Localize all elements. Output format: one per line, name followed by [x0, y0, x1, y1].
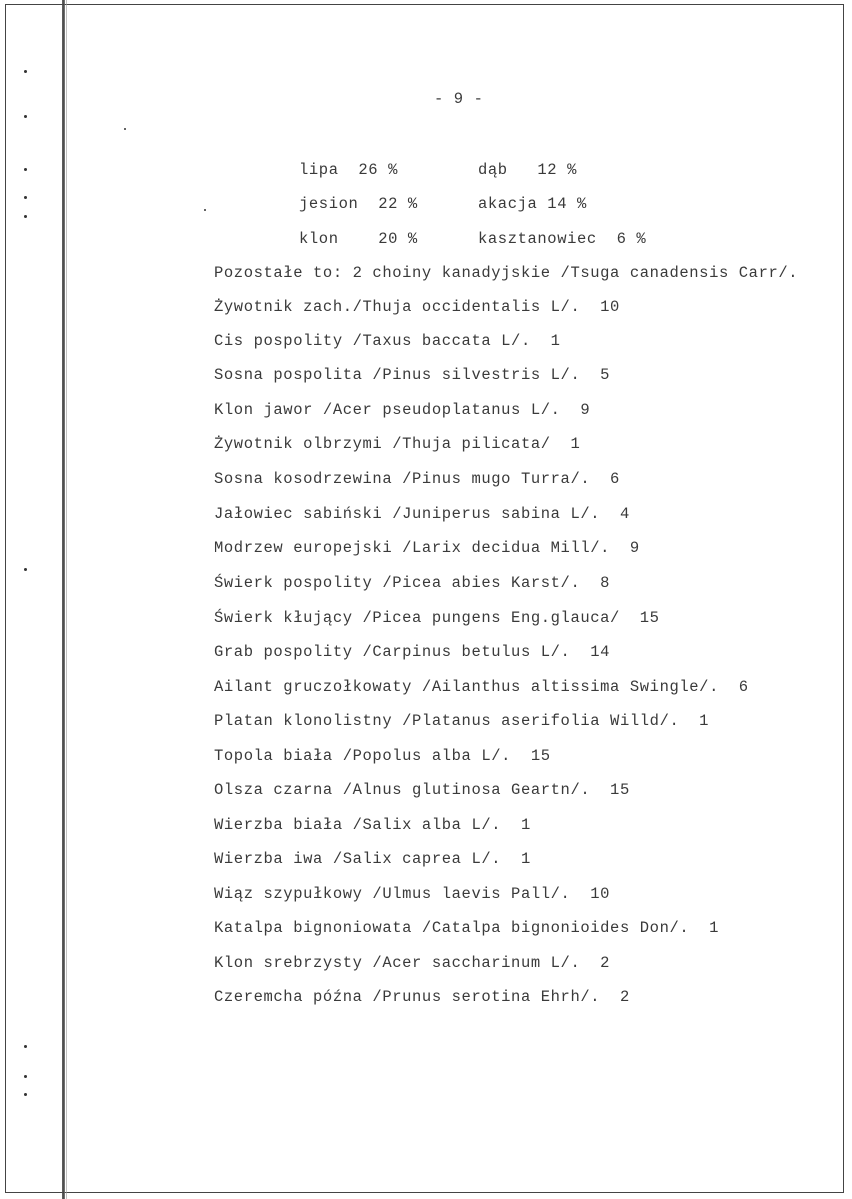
species-line: Klon jawor /Acer pseudoplatanus L/. 9	[214, 401, 591, 419]
species-line: Cis pospolity /Taxus baccata L/. 1	[214, 332, 561, 350]
species-line: Jałowiec sabiński /Juniperus sabina L/. 4	[214, 505, 630, 523]
species-line: Czeremcha późna /Prunus serotina Ehrh/. 2	[214, 988, 630, 1006]
scan-speck	[24, 1045, 27, 1048]
scan-speck	[24, 1093, 27, 1096]
page-number: - 9 -	[434, 90, 484, 108]
species-line: Platan klonolistny /Platanus aserifolia Willd/. 1	[214, 712, 710, 730]
page-border	[5, 4, 844, 1193]
species-line: Żywotnik zach./Thuja occidentalis L/. 10	[214, 298, 620, 316]
species-line: Sosna pospolita /Pinus silvestris L/. 5	[214, 366, 611, 384]
species-line: Klon srebrzysty /Acer saccharinum L/. 2	[214, 954, 611, 972]
binding-line-shadow	[66, 0, 67, 1199]
species-line: Pozostałe to: 2 choiny kanadyjskie /Tsuga canadensis Carr/.	[214, 264, 799, 282]
scan-speck	[204, 209, 206, 211]
species-line: Sosna kosodrzewina /Pinus mugo Turra/. 6	[214, 470, 620, 488]
percent-akacja: akacja 14 %	[478, 195, 587, 213]
scan-speck	[24, 568, 27, 571]
species-line: Topola biała /Popolus alba L/. 15	[214, 747, 551, 765]
scan-speck	[24, 215, 27, 218]
species-line: Świerk pospolity /Picea abies Karst/. 8	[214, 574, 611, 592]
percent-dab: dąb 12 %	[478, 161, 578, 179]
species-line: Grab pospolity /Carpinus betulus L/. 14	[214, 643, 611, 661]
scan-speck	[24, 196, 27, 199]
species-line: Olsza czarna /Alnus glutinosa Geartn/. 15	[214, 781, 630, 799]
scan-speck	[124, 128, 126, 130]
scan-speck	[24, 70, 27, 73]
species-line: Świerk kłujący /Picea pungens Eng.glauca/ 15	[214, 609, 660, 627]
scan-speck	[24, 1075, 27, 1078]
binding-line	[62, 0, 65, 1199]
species-line: Żywotnik olbrzymi /Thuja pilicata/ 1	[214, 435, 581, 453]
scan-speck	[24, 115, 27, 118]
percent-jesion: jesion 22 %	[299, 195, 418, 213]
species-line: Wierzba biała /Salix alba L/. 1	[214, 816, 531, 834]
species-line: Wierzba iwa /Salix caprea L/. 1	[214, 850, 531, 868]
species-line: Wiąz szypułkowy /Ulmus laevis Pall/. 10	[214, 885, 611, 903]
scan-speck	[24, 168, 27, 171]
species-line: Ailant gruczołkowaty /Ailanthus altissima Swingle/. 6	[214, 678, 749, 696]
percent-kasztanowiec: kasztanowiec 6 %	[478, 230, 647, 248]
species-line: Katalpa bignoniowata /Catalpa bignonioides Don/. 1	[214, 919, 719, 937]
percent-klon: klon 20 %	[299, 230, 418, 248]
percent-lipa: lipa 26 %	[299, 161, 399, 179]
species-line: Modrzew europejski /Larix decidua Mill/. 9	[214, 539, 640, 557]
